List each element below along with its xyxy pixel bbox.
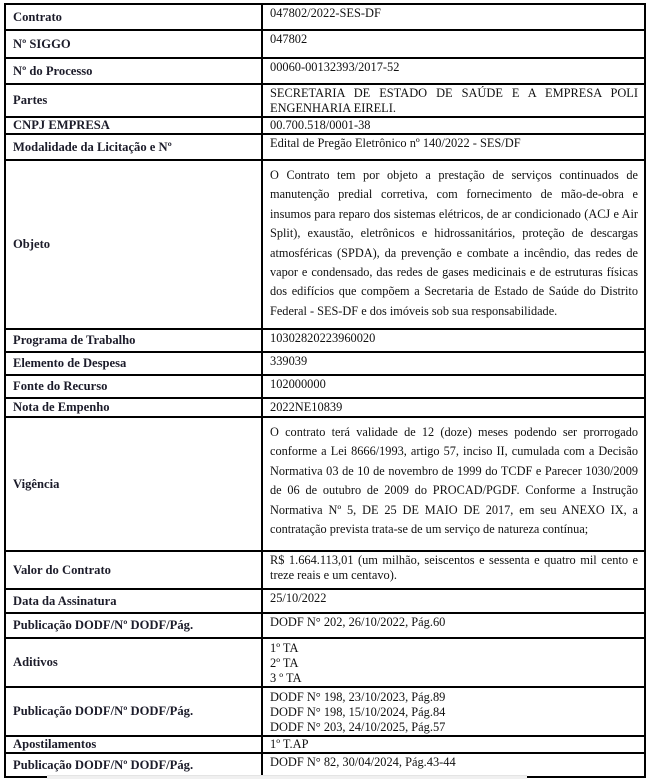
value-fonte: 102000000 xyxy=(262,375,645,398)
table-row-modalidade xyxy=(5,134,645,160)
table-row-contrato xyxy=(5,4,645,30)
value-publicacao-1: DODF N° 202, 26/10/2022, Pág.60 xyxy=(262,613,645,638)
value-empenho: 2022NE10839 xyxy=(262,398,645,417)
label-siggo: Nº SIGGO xyxy=(5,30,262,58)
label-fonte: Fonte do Recurso xyxy=(5,375,262,398)
table-row-processo xyxy=(5,58,645,84)
table-row-siggo xyxy=(5,30,645,58)
value-apostilamentos: 1º T.AP xyxy=(262,736,645,753)
value-elemento: 339039 xyxy=(262,352,645,375)
value-partes: SECRETARIA DE ESTADO DE SAÚDE E A EMPRESA POLI ENGENHARIA EIRELI. xyxy=(262,84,645,117)
value-valor: R$ 1.664.113,01 (um milhão, seiscentos e sessenta e quatro mil cento e treze reais e um centavo). xyxy=(262,551,645,589)
label-objeto: Objeto xyxy=(5,160,262,329)
value-publicacao-3: DODF N° 82, 30/04/2024, Pág.43-44 xyxy=(262,753,645,777)
horizontal-scrollbar[interactable] xyxy=(47,775,527,779)
aditivo-item: 2º TA xyxy=(270,656,299,670)
table-row-publicacao-3 xyxy=(5,753,645,777)
value-programa: 10302820223960020 xyxy=(262,329,645,352)
label-publicacao-1: Publicação DODF/Nº DODF/Pág. xyxy=(5,613,262,638)
table-row-partes xyxy=(5,84,645,117)
value-data-assinatura: 25/10/2022 xyxy=(262,589,645,613)
label-publicacao-2: Publicação DODF/Nº DODF/Pág. xyxy=(5,687,262,736)
table-row-valor xyxy=(5,551,645,589)
table-row-vigencia xyxy=(5,417,645,551)
publicacao-item: DODF N° 198, 15/10/2024, Pág.84 xyxy=(270,705,446,719)
label-aditivos: Aditivos xyxy=(5,638,262,687)
value-processo: 00060-00132393/2017-52 xyxy=(262,58,645,84)
table-row-publicacao-2 xyxy=(5,687,645,736)
value-cnpj: 00.700.518/0001-38 xyxy=(262,117,645,134)
table-row-empenho xyxy=(5,398,645,417)
table-row-aditivos xyxy=(5,638,645,687)
contract-info-table xyxy=(4,3,646,778)
label-empenho: Nota de Empenho xyxy=(5,398,262,417)
table-row-data-assinatura xyxy=(5,589,645,613)
label-cnpj: CNPJ EMPRESA xyxy=(5,117,262,134)
value-objeto: O Contrato tem por objeto a prestação de serviços continuados de manutenção predial corretiva, com fornecimento de mão-de-obra e insumos para reparo dos sistemas elétricos, de ar condicionado (ACJ e Air Split), exaustão, eletrônicos e hidrossanitários, proteção de descargas atmosféricas (SPDA), da prevenção e combate a incêndio, das redes de vapor e condensado, das redes de gases medicinais e de estruturas físicas dos edifícios que compõem a Secretaria de Estado de Saúde do Distrito Federal - SES-DF e dos imóveis sob sua responsabilidade. xyxy=(262,160,645,329)
label-valor: Valor do Contrato xyxy=(5,551,262,589)
value-contrato: 047802/2022-SES-DF xyxy=(262,4,645,30)
label-apostilamentos: Apostilamentos xyxy=(5,736,262,753)
label-publicacao-3: Publicação DODF/Nº DODF/Pág. xyxy=(5,753,262,777)
publicacao-item: DODF N° 198, 23/10/2023, Pág.89 xyxy=(270,690,446,704)
table-row-objeto xyxy=(5,160,645,329)
label-partes: Partes xyxy=(5,84,262,117)
table-row-apostilamentos xyxy=(5,736,645,753)
label-data-assinatura: Data da Assinatura xyxy=(5,589,262,613)
label-contrato: Contrato xyxy=(5,4,262,30)
label-programa: Programa de Trabalho xyxy=(5,329,262,352)
label-elemento: Elemento de Despesa xyxy=(5,352,262,375)
value-vigencia: O contrato terá validade de 12 (doze) meses podendo ser prorrogado conforme a Lei 8666/1993, artigo 57, inciso II, cumulada com a Decisão Normativa 03 de 10 de novembro de 1999 do TCDF e Parecer 1030/2009 de 06 de outubro de 2009 do PROCAD/PGDF. Conforme a Instrução Normativa Nº 5, DE 25 DE MAIO DE 2017, em seu ANEXO IX, a contratação prevista trata-se de um serviço de natureza contínua; xyxy=(262,417,645,551)
table-row-cnpj xyxy=(5,117,645,134)
value-modalidade: Edital de Pregão Eletrônico nº 140/2022 - SES/DF xyxy=(262,134,645,160)
label-processo: Nº do Processo xyxy=(5,58,262,84)
table-row-elemento xyxy=(5,352,645,375)
aditivo-item: 3 º TA xyxy=(270,671,302,685)
table-row-fonte xyxy=(5,375,645,398)
label-modalidade: Modalidade da Licitação e Nº xyxy=(5,134,262,160)
value-siggo: 047802 xyxy=(262,30,645,58)
table-row-programa xyxy=(5,329,645,352)
aditivo-item: 1º TA xyxy=(270,641,299,655)
value-publicacao-2 xyxy=(262,687,645,736)
value-aditivos xyxy=(262,638,645,687)
label-vigencia: Vigência xyxy=(5,417,262,551)
publicacao-item: DODF N° 203, 24/10/2025, Pág.57 xyxy=(270,720,446,734)
table-row-publicacao-1 xyxy=(5,613,645,638)
